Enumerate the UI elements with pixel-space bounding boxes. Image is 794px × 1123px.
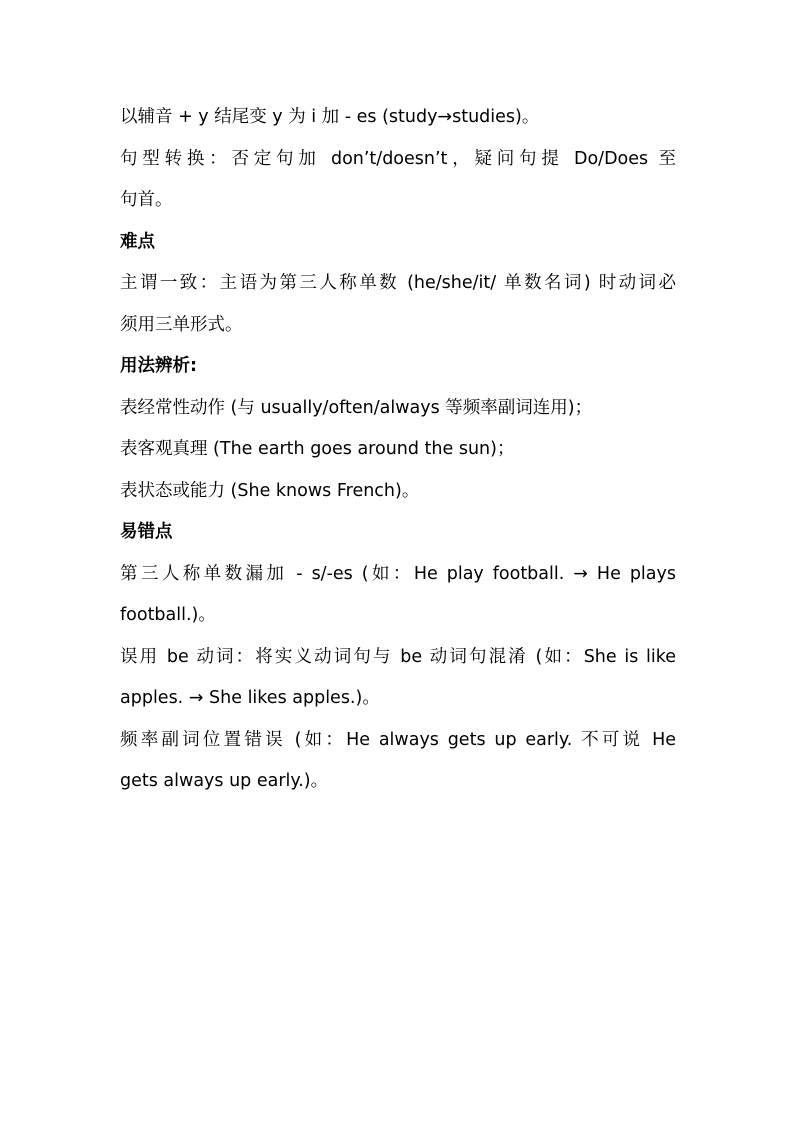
text-line-sentence-transform: 句型转换：否定句加 don’t/doesn’t，疑问句提 Do/Does 至: [120, 148, 676, 169]
text-line-error-adverb-position: 频率副词位置错误 (如：He always gets up early. 不可说 He: [120, 729, 676, 750]
heading-difficulty: 难点: [120, 231, 155, 252]
text-line-usage-habitual: 表经常性动作 (与 usually/often/always 等频率副词连用)；: [120, 397, 593, 418]
text-line-suffix-rule: 以辅音 + y 结尾变 y 为 i 加 - es (study→studies)。: [120, 107, 540, 127]
text-line-error-be-verb: 误用 be 动词：将实义动词句与 be 动词句混淆 (如：She is like: [120, 646, 676, 667]
heading-common-errors: 易错点: [120, 522, 173, 542]
document-body: [120, 97, 676, 803]
text-line-sentence-transform-cont: 句首。: [120, 190, 173, 210]
text-line-subject-verb-cont: 须用三单形式。: [120, 314, 243, 335]
text-line-subject-verb: 主谓一致：主语为第三人称单数 (he/she/it/ 单数名词) 时动词必: [120, 273, 676, 293]
text-line-error-third-person-cont: football.)。: [120, 605, 216, 625]
text-line-error-be-verb-cont: apples. → She likes apples.)。: [120, 688, 380, 708]
text-line-usage-truth: 表客观真理 (The earth goes around the sun)；: [120, 439, 515, 459]
text-line-error-adverb-position-cont: gets always up early.)。: [120, 771, 329, 791]
heading-usage: 用法辨析:: [120, 356, 197, 376]
text-line-error-third-person: 第三人称单数漏加 - s/-es (如：He play football. → He plays: [120, 563, 676, 584]
text-line-usage-state: 表状态或能力 (She knows French)。: [120, 480, 420, 501]
